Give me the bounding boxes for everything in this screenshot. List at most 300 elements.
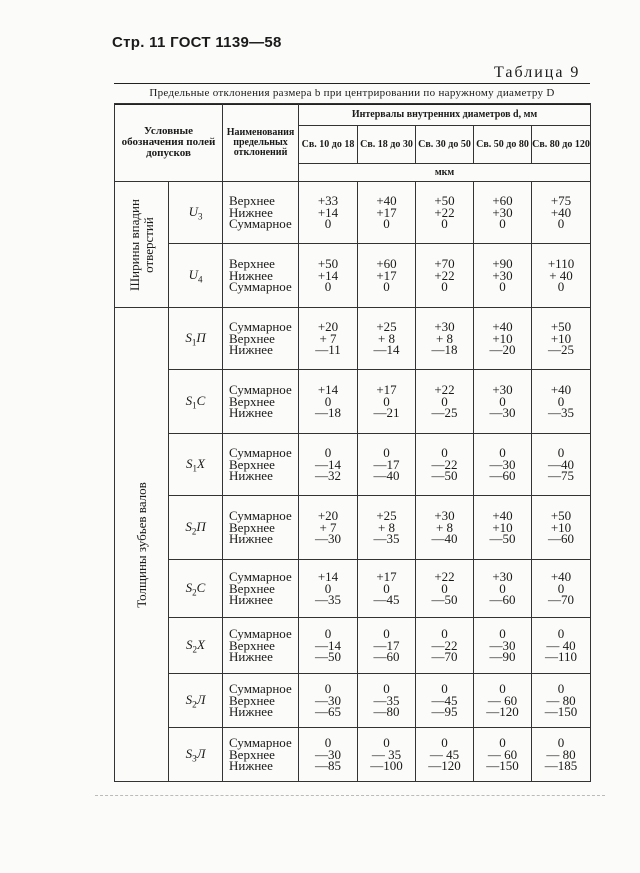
value: —95: [431, 704, 458, 720]
deviation-name: Суммарное: [229, 216, 292, 232]
table-row: [115, 182, 591, 244]
value-cell: [299, 370, 358, 434]
symbol-letter: S: [186, 636, 193, 652]
value: + 7: [319, 330, 337, 346]
value-cell: [358, 308, 416, 370]
value: +30: [434, 508, 455, 524]
deviation-name: Суммарное: [229, 569, 292, 585]
value-cell: [532, 308, 591, 370]
value: —50: [489, 531, 516, 547]
value: +20: [317, 508, 339, 524]
deviation-names: [223, 370, 299, 434]
value: —30: [489, 456, 516, 472]
footer-rule: [95, 795, 605, 796]
value-cell: [299, 308, 358, 370]
value: 0: [557, 681, 565, 697]
value: +40: [376, 193, 397, 209]
tolerance-symbol: [169, 618, 223, 674]
value: +14: [317, 382, 339, 398]
value: +30: [492, 267, 513, 283]
header-range: Св. 30 до 50: [416, 126, 474, 164]
value: —35: [548, 405, 575, 421]
header-range: Св. 10 до 18: [299, 126, 358, 164]
deviation-name: Нижнее: [229, 468, 273, 484]
deviation-names: [223, 244, 299, 308]
value: —30: [315, 692, 342, 708]
value: —50: [431, 468, 458, 484]
value: 0: [324, 216, 332, 232]
value: —17: [373, 637, 400, 653]
value: 0: [557, 393, 565, 409]
group-label-cell: [115, 308, 169, 782]
value: 0: [324, 681, 332, 697]
value: —17: [373, 456, 400, 472]
value: —100: [370, 758, 403, 774]
value: 0: [441, 735, 448, 751]
deviation-name: Суммарное: [229, 681, 292, 697]
value: 0: [557, 445, 565, 461]
value: +10: [550, 519, 572, 535]
value: 0: [499, 626, 506, 642]
value: +17: [376, 382, 397, 398]
value: —40: [431, 531, 458, 547]
group-label-cell: [115, 182, 169, 308]
symbol-letter: S: [185, 745, 193, 761]
value: —70: [548, 592, 575, 608]
deviation-name: Верхнее: [229, 637, 275, 653]
value-cell: [299, 182, 358, 244]
value-cell: [358, 618, 416, 674]
value: — 60: [487, 746, 518, 762]
value: +20: [317, 319, 339, 335]
symbol-suffix: Л: [196, 691, 206, 707]
value: —185: [544, 758, 578, 774]
value: —35: [373, 692, 400, 708]
table-row: [115, 308, 591, 370]
value-cell: [532, 434, 591, 496]
value: —50: [315, 649, 342, 665]
value: +33: [317, 193, 339, 209]
deviation-name: Верхнее: [229, 193, 275, 209]
value: +40: [492, 319, 513, 335]
value-cell: [416, 182, 474, 244]
value: —14: [315, 456, 342, 472]
value: 0: [499, 580, 506, 596]
deviation-names: [223, 560, 299, 618]
symbol-subscript: 2: [192, 699, 197, 710]
value: 0: [383, 681, 390, 697]
value-cell: [474, 434, 532, 496]
tolerance-symbol: [169, 308, 223, 370]
value: 0: [383, 580, 390, 596]
value: 0: [324, 393, 332, 409]
value: —150: [544, 704, 578, 720]
value: —35: [373, 531, 400, 547]
table-caption: Предельные отклонения размера b при центрировании по наружному диаметру D: [114, 83, 590, 105]
value: — 45: [429, 746, 460, 762]
value: —150: [486, 758, 519, 774]
value: 0: [324, 735, 332, 751]
value: 0: [383, 279, 390, 295]
value-cell: [416, 674, 474, 728]
value: +10: [492, 330, 513, 346]
deviation-name: Нижнее: [229, 531, 273, 547]
header-range: Св. 50 до 80: [474, 126, 532, 164]
value: +17: [376, 267, 397, 283]
value-cell: [474, 496, 532, 560]
value-cell: [358, 434, 416, 496]
value: 0: [557, 580, 565, 596]
tolerance-symbol: [169, 674, 223, 728]
value: 0: [383, 626, 390, 642]
table-row: [115, 496, 591, 560]
value: —75: [548, 468, 575, 484]
deviation-name: Верхнее: [229, 746, 275, 762]
value-cell: [474, 674, 532, 728]
header-units: мкм: [299, 164, 591, 182]
value: —35: [315, 592, 342, 608]
value: + 8: [377, 330, 396, 346]
value: +25: [376, 319, 397, 335]
value: — 60: [487, 692, 518, 708]
value: +30: [434, 319, 455, 335]
table-body: [115, 104, 591, 782]
value: —120: [428, 758, 461, 774]
value-cell: [532, 674, 591, 728]
value: 0: [499, 681, 506, 697]
value-cell: [299, 728, 358, 782]
value: +40: [492, 508, 513, 524]
symbol-subscript: 3: [192, 753, 197, 764]
value-cell: [474, 728, 532, 782]
value-cell: [474, 370, 532, 434]
tolerance-symbol: [169, 370, 223, 434]
value: —45: [431, 692, 458, 708]
value-cell: [299, 560, 358, 618]
value: —90: [489, 649, 516, 665]
value: 0: [557, 216, 565, 232]
deviation-name: Нижнее: [229, 592, 273, 608]
value: —11: [315, 342, 341, 358]
value-cell: [358, 674, 416, 728]
value: —32: [315, 468, 342, 484]
symbol-suffix: П: [196, 518, 206, 534]
value: —120: [486, 704, 519, 720]
value: — 40: [546, 637, 576, 653]
header-names: Наименования предельных отклонений: [223, 104, 299, 182]
value: +40: [550, 204, 572, 220]
table-row: [115, 434, 591, 496]
value: +30: [492, 382, 513, 398]
value-cell: [532, 618, 591, 674]
symbol-letter: S: [185, 392, 193, 408]
symbol-suffix: Х: [197, 636, 205, 652]
value-cell: [532, 496, 591, 560]
group-label: Толщины зубьев валов: [133, 481, 149, 608]
value-cell: [299, 434, 358, 496]
table-number: Таблица 9: [494, 64, 581, 81]
value: 0: [441, 681, 448, 697]
value: +14: [317, 267, 339, 283]
value: 0: [383, 393, 390, 409]
value: —30: [315, 746, 342, 762]
value: 0: [499, 735, 506, 751]
value-cell: [474, 244, 532, 308]
value: +22: [434, 267, 455, 283]
value: — 35: [371, 746, 402, 762]
value: —25: [431, 405, 458, 421]
table-row: [115, 674, 591, 728]
value-cell: [474, 308, 532, 370]
deviation-names: [223, 308, 299, 370]
value-cell: [532, 560, 591, 618]
deviation-name: Верхнее: [229, 519, 275, 535]
value: +75: [550, 193, 572, 209]
deviation-name: Верхнее: [229, 393, 275, 409]
value: —20: [489, 342, 516, 358]
symbol-suffix: Х: [197, 455, 205, 471]
header-range: Св. 80 до 120: [532, 126, 591, 164]
value: 0: [324, 279, 332, 295]
value-cell: [474, 182, 532, 244]
value: —110: [545, 649, 578, 665]
value: 0: [557, 626, 565, 642]
value-cell: [358, 496, 416, 560]
symbol-subscript: 4: [197, 274, 203, 285]
deviation-name: Суммарное: [229, 382, 292, 398]
symbol-letter: U: [188, 266, 198, 282]
value: —14: [373, 342, 400, 358]
value: —65: [315, 704, 342, 720]
value: +40: [550, 382, 572, 398]
value: 0: [557, 735, 565, 751]
value-cell: [358, 182, 416, 244]
deviation-name: Нижнее: [229, 405, 273, 421]
deviation-name: Нижнее: [229, 204, 273, 220]
value: +50: [550, 508, 572, 524]
value: —22: [431, 456, 458, 472]
value-cell: [416, 496, 474, 560]
value-cell: [532, 244, 591, 308]
symbol-subscript: 1: [191, 337, 197, 348]
header-range: Св. 18 до 30: [358, 126, 416, 164]
value: +30: [492, 569, 513, 585]
deviation-name: Нижнее: [229, 704, 273, 720]
symbol-suffix: С: [196, 392, 206, 408]
value: 0: [324, 445, 332, 461]
table-row: [115, 618, 591, 674]
value: +90: [492, 256, 513, 272]
value: +40: [550, 569, 572, 585]
value: 0: [383, 445, 390, 461]
value: 0: [383, 735, 390, 751]
value-cell: [416, 560, 474, 618]
symbol-letter: S: [186, 455, 193, 471]
value: —85: [315, 758, 342, 774]
symbol-suffix: Л: [196, 745, 206, 761]
value: +14: [317, 204, 339, 220]
value: + 40: [549, 267, 573, 283]
value-cell: [416, 434, 474, 496]
deviation-name: Верхнее: [229, 256, 275, 272]
deviation-name: Нижнее: [229, 758, 273, 774]
value-cell: [299, 496, 358, 560]
value: 0: [499, 216, 506, 232]
value: 0: [499, 393, 506, 409]
value: +50: [550, 319, 572, 335]
symbol-letter: U: [188, 203, 198, 219]
value: 0: [441, 216, 448, 232]
deviation-names: [223, 674, 299, 728]
page-header: Стр. 11 ГОСТ 1139—58: [112, 34, 282, 51]
table-row: [115, 560, 591, 618]
deviation-name: Нижнее: [229, 342, 273, 358]
deviation-name: Суммарное: [229, 445, 292, 461]
symbol-letter: S: [185, 579, 193, 595]
tolerance-symbol: [169, 182, 223, 244]
symbol-letter: S: [185, 329, 192, 345]
value: +60: [376, 256, 397, 272]
deviation-name: Нижнее: [229, 649, 273, 665]
table-row: [115, 370, 591, 434]
value-cell: [416, 618, 474, 674]
deviation-name: Верхнее: [229, 692, 275, 708]
value: — 80: [546, 746, 576, 762]
value-cell: [299, 618, 358, 674]
value-cell: [416, 728, 474, 782]
value-cell: [358, 370, 416, 434]
deviation-name: Суммарное: [229, 508, 292, 524]
table-row: [115, 728, 591, 782]
value: 0: [441, 580, 448, 596]
tolerance-table: [114, 103, 591, 782]
value: —70: [431, 649, 458, 665]
symbol-subscript: 1: [192, 400, 197, 411]
value: 0: [441, 445, 448, 461]
deviation-name: Верхнее: [229, 330, 275, 346]
value: —22: [431, 637, 458, 653]
value: 0: [383, 216, 390, 232]
value: — 80: [546, 692, 576, 708]
table-row: [115, 244, 591, 308]
value: +10: [550, 330, 572, 346]
symbol-letter: S: [185, 518, 192, 534]
header-conditional: Условные обозначения полей допусков: [115, 104, 223, 182]
value-cell: [474, 560, 532, 618]
value: —40: [548, 456, 575, 472]
group-label: Ширины впадин отверстий: [126, 198, 156, 291]
tolerance-symbol: [169, 560, 223, 618]
value: —30: [489, 405, 516, 421]
value: 0: [499, 279, 506, 295]
deviation-name: Суммарное: [229, 735, 292, 751]
value: —45: [373, 592, 400, 608]
deviation-names: [223, 434, 299, 496]
value: —60: [373, 649, 400, 665]
tolerance-symbol: [169, 496, 223, 560]
header-intervals: Интервалы внутренних диаметров d, мм: [299, 104, 591, 126]
value: —14: [315, 637, 342, 653]
value: + 7: [319, 519, 337, 535]
value: 0: [441, 279, 448, 295]
deviation-names: [223, 728, 299, 782]
value: 0: [324, 580, 332, 596]
value: 0: [557, 279, 565, 295]
deviation-name: Суммарное: [229, 626, 292, 642]
value: +110: [547, 256, 575, 272]
value: +17: [376, 204, 397, 220]
value: —18: [431, 342, 458, 358]
value: —40: [373, 468, 400, 484]
value: —60: [548, 531, 575, 547]
value: + 8: [435, 519, 454, 535]
value-cell: [358, 560, 416, 618]
value-cell: [532, 728, 591, 782]
value-cell: [358, 244, 416, 308]
value: + 8: [435, 330, 454, 346]
deviation-names: [223, 496, 299, 560]
value: +22: [434, 382, 455, 398]
deviation-names: [223, 618, 299, 674]
deviation-names: [223, 182, 299, 244]
value: —21: [373, 405, 400, 421]
symbol-subscript: 2: [191, 526, 197, 537]
value: +17: [376, 569, 397, 585]
value: +22: [434, 204, 455, 220]
value: +50: [434, 193, 455, 209]
tolerance-symbol: [169, 244, 223, 308]
value: —50: [431, 592, 458, 608]
deviation-name: Верхнее: [229, 456, 275, 472]
symbol-suffix: С: [196, 579, 206, 595]
value-cell: [299, 674, 358, 728]
symbol-subscript: 2: [192, 644, 198, 655]
value: +30: [492, 204, 513, 220]
value-cell: [474, 618, 532, 674]
value-cell: [416, 370, 474, 434]
value-cell: [532, 370, 591, 434]
value-cell: [416, 244, 474, 308]
value: 0: [441, 393, 448, 409]
deviation-name: Суммарное: [229, 319, 292, 335]
value: +70: [434, 256, 455, 272]
value: +14: [317, 569, 339, 585]
value: —60: [489, 592, 516, 608]
value: 0: [499, 445, 506, 461]
value: +25: [376, 508, 397, 524]
value: —18: [315, 405, 342, 421]
value: —30: [315, 531, 342, 547]
value: +60: [492, 193, 513, 209]
value-cell: [532, 182, 591, 244]
value: —80: [373, 704, 400, 720]
value: —60: [489, 468, 516, 484]
deviation-name: Суммарное: [229, 279, 292, 295]
tolerance-symbol: [169, 434, 223, 496]
value: —25: [548, 342, 575, 358]
value: 0: [324, 626, 332, 642]
deviation-name: Верхнее: [229, 580, 275, 596]
symbol-subscript: 3: [197, 211, 203, 222]
value: 0: [441, 626, 448, 642]
symbol-subscript: 2: [192, 587, 197, 598]
deviation-name: Нижнее: [229, 267, 273, 283]
value-cell: [416, 308, 474, 370]
value: —30: [489, 637, 516, 653]
value-cell: [299, 244, 358, 308]
value: + 8: [377, 519, 396, 535]
value: +22: [434, 569, 455, 585]
